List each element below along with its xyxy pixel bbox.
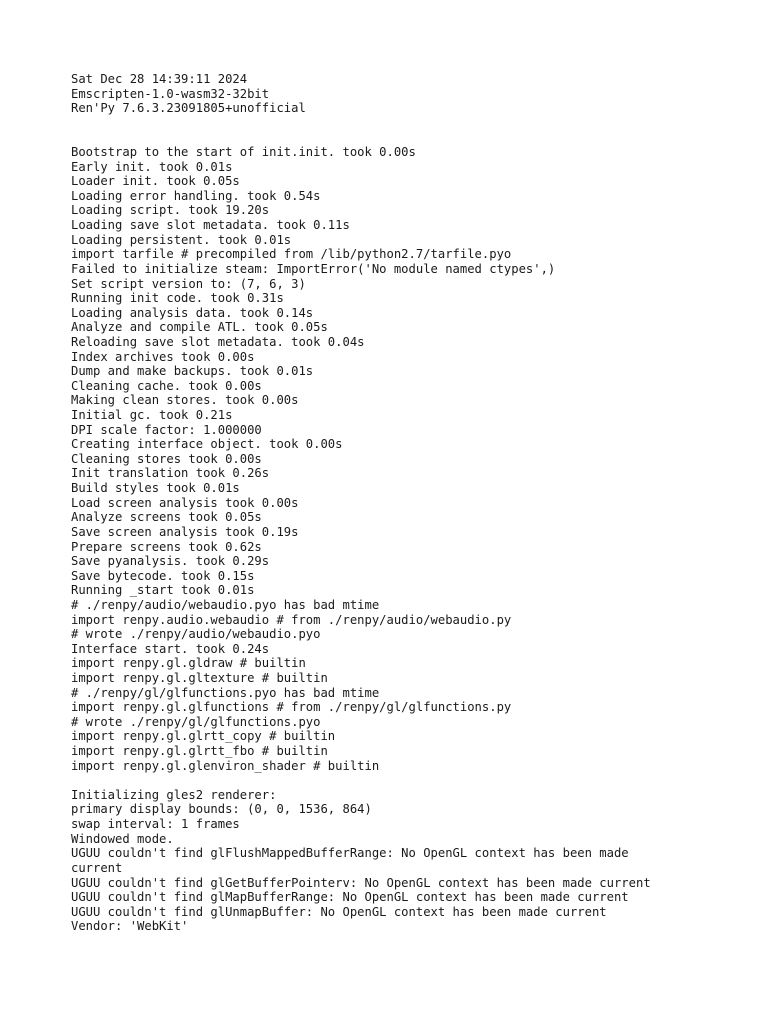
log-line: Loading analysis data. took 0.14s: [71, 305, 314, 320]
log-line: Loading persistent. took 0.01s: [71, 232, 292, 247]
log-line: Load screen analysis took 0.00s: [71, 495, 299, 510]
log-line: Index archives took 0.00s: [71, 349, 255, 364]
log-line: primary display bounds: (0, 0, 1536, 864): [71, 802, 372, 817]
log-line: UGUU couldn't find glUnmapBuffer: No OpenGL context has been made current: [71, 904, 607, 919]
log-line: Vendor: 'WebKit': [71, 919, 189, 934]
log-line: import renpy.gl.gltexture # builtin: [71, 670, 328, 685]
log-line: Set script version to: (7, 6, 3): [71, 276, 306, 291]
log-line: Emscripten-1.0-wasm32-32bit: [71, 86, 270, 101]
log-line: Loading script. took 19.20s: [71, 203, 270, 218]
log-line: # wrote ./renpy/gl/glfunctions.pyo: [71, 714, 321, 729]
log-line: current: [71, 860, 123, 875]
log-line: Reloading save slot metadata. took 0.04s: [71, 334, 365, 349]
blank-line: [71, 116, 751, 131]
log-line: Initial gc. took 0.21s: [71, 408, 233, 423]
log-line: Early init. took 0.01s: [71, 159, 233, 174]
log-line: import renpy.gl.gldraw # builtin: [71, 656, 306, 671]
log-line: Dump and make backups. took 0.01s: [71, 364, 314, 379]
log-line: Prepare screens took 0.62s: [71, 539, 262, 554]
blank-line: [71, 130, 751, 145]
log-document: [71, 72, 751, 934]
log-line: Ren'Py 7.6.3.23091805+unofficial: [71, 101, 306, 116]
log-line: # ./renpy/gl/glfunctions.pyo has bad mtime: [71, 685, 380, 700]
log-line: Initializing gles2 renderer:: [71, 787, 277, 802]
log-line: Cleaning stores took 0.00s: [71, 451, 262, 466]
log-line: DPI scale factor: 1.000000: [71, 422, 262, 437]
log-line: Analyze screens took 0.05s: [71, 510, 262, 525]
log-line: import renpy.gl.glenviron_shader # builtin: [71, 758, 380, 773]
log-line: Creating interface object. took 0.00s: [71, 437, 343, 452]
log-line: Running _start took 0.01s: [71, 583, 255, 598]
log-line: swap interval: 1 frames: [71, 817, 240, 832]
log-line: Loading save slot metadata. took 0.11s: [71, 218, 350, 233]
log-line: Loader init. took 0.05s: [71, 174, 240, 189]
log-line: Build styles took 0.01s: [71, 481, 240, 496]
log-line: Interface start. took 0.24s: [71, 641, 270, 656]
log-line: # ./renpy/audio/webaudio.pyo has bad mtime: [71, 597, 380, 612]
log-line: Loading error handling. took 0.54s: [71, 188, 321, 203]
log-line: import renpy.gl.glrtt_fbo # builtin: [71, 744, 328, 759]
log-line: Save screen analysis took 0.19s: [71, 524, 299, 539]
log-line: Save pyanalysis. took 0.29s: [71, 554, 270, 569]
log-line: Init translation took 0.26s: [71, 466, 270, 481]
log-line: UGUU couldn't find glGetBufferPointerv: No OpenGL context has been made current: [71, 875, 651, 890]
log-line: import renpy.gl.glfunctions # from ./renpy/gl/glfunctions.py: [71, 700, 512, 715]
log-line: import renpy.gl.glrtt_copy # builtin: [71, 729, 336, 744]
log-line: Windowed mode.: [71, 831, 174, 846]
log-line: import tarfile # precompiled from /lib/python2.7/tarfile.pyo: [71, 247, 512, 262]
log-line: UGUU couldn't find glFlushMappedBufferRange: No OpenGL context has been made: [71, 846, 629, 861]
log-line: import renpy.audio.webaudio # from ./renpy/audio/webaudio.py: [71, 612, 512, 627]
log-line: Bootstrap to the start of init.init. took 0.00s: [71, 145, 416, 160]
log-line: UGUU couldn't find glMapBufferRange: No OpenGL context has been made current: [71, 890, 629, 905]
log-line: Running init code. took 0.31s: [71, 291, 284, 306]
blank-line: [71, 773, 751, 788]
log-line: Save bytecode. took 0.15s: [71, 568, 255, 583]
log-line: Failed to initialize steam: ImportError('No module named ctypes',): [71, 261, 556, 276]
log-line: Analyze and compile ATL. took 0.05s: [71, 320, 328, 335]
log-line: Cleaning cache. took 0.00s: [71, 378, 262, 393]
log-line: # wrote ./renpy/audio/webaudio.pyo: [71, 627, 321, 642]
log-line: Sat Dec 28 14:39:11 2024: [71, 72, 248, 86]
log-line: Making clean stores. took 0.00s: [71, 393, 299, 408]
